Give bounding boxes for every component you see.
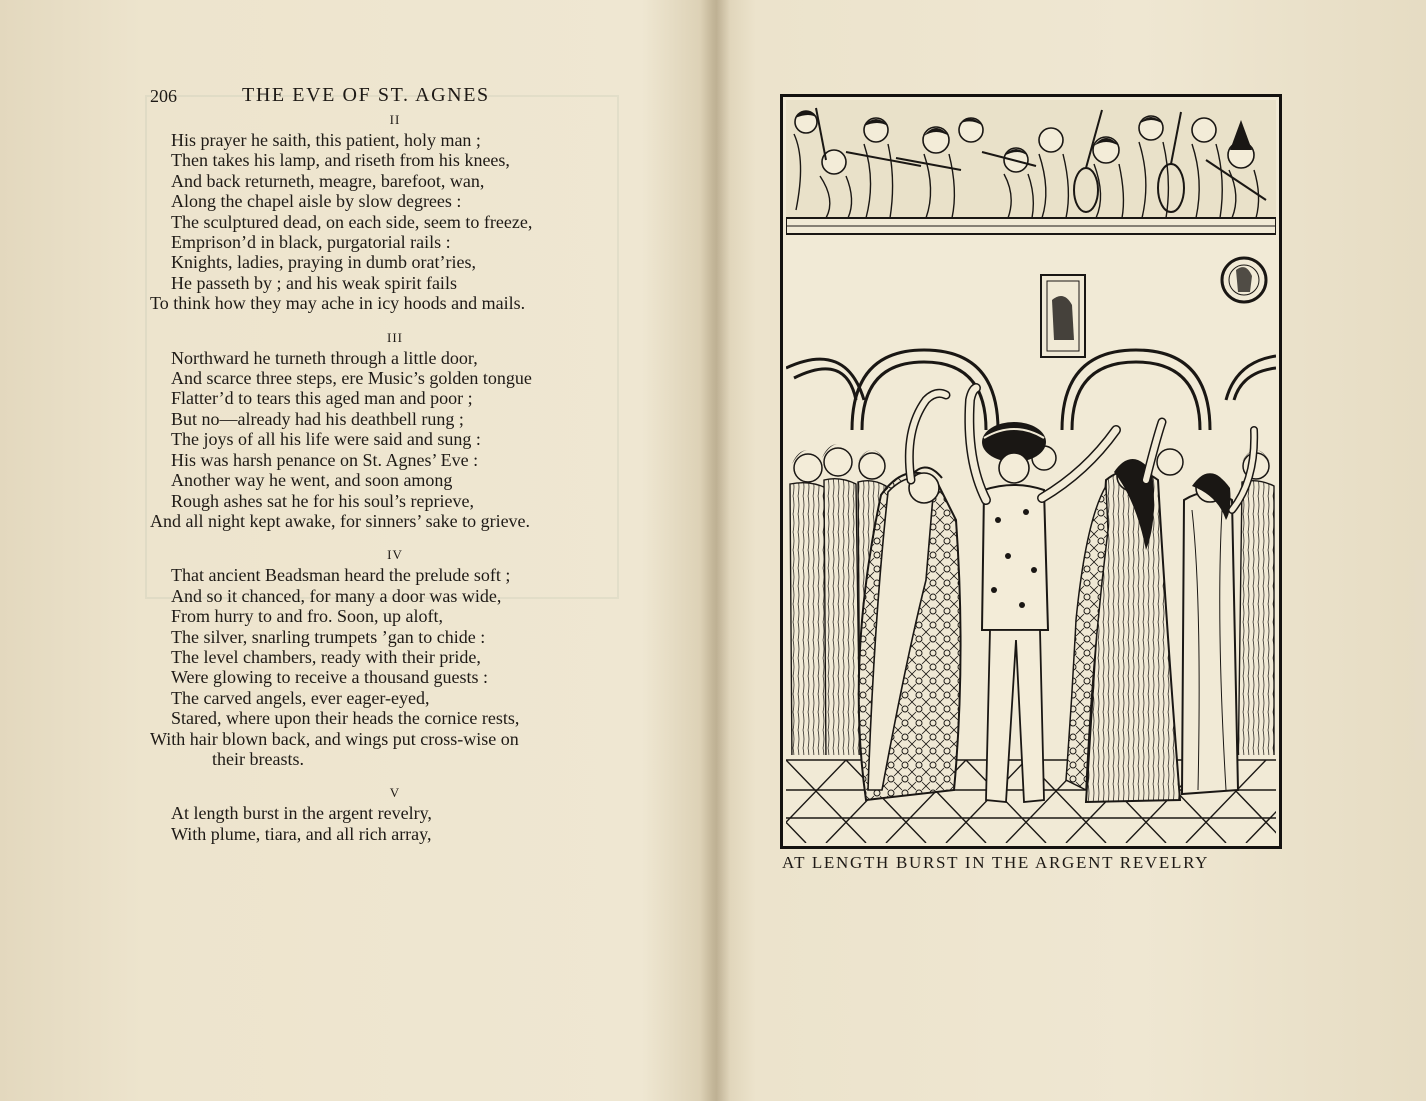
- revelry-dance-illustration: [786, 100, 1276, 843]
- illustration-plate: [780, 94, 1282, 849]
- verse-line: The carved angels, ever eager-eyed,: [171, 687, 430, 708]
- verse-line: The joys of all his life were said and sung :: [171, 429, 481, 450]
- stanza-number: IV: [387, 547, 403, 563]
- arcade-arches: [786, 350, 1276, 430]
- verse-line: Emprison’d in black, purgatorial rails :: [171, 232, 451, 253]
- verse-line: He passeth by ; and his weak spirit fails: [171, 272, 457, 293]
- verse-line: Flatter’d to tears this aged man and poor ;: [171, 388, 473, 409]
- verse-line-turnover: their breasts.: [212, 748, 304, 769]
- running-head: [150, 80, 630, 110]
- verse-line: That ancient Beadsman heard the prelude soft ;: [171, 565, 511, 586]
- verse-line: At length burst in the argent revelry,: [171, 803, 432, 824]
- running-title: THE EVE OF ST. AGNES: [242, 84, 490, 106]
- verse-line: Then takes his lamp, and riseth from his knees,: [171, 150, 510, 171]
- verse-line: The sculptured dead, on each side, seem to freeze,: [171, 211, 533, 232]
- page-edge: [1406, 560, 1426, 760]
- verse-line: Were glowing to receive a thousand guests :: [171, 667, 488, 688]
- stanza-v: [150, 783, 630, 844]
- verse-line: The level chambers, ready with their pride,: [171, 646, 481, 667]
- verse-line-alexandrine: To think how they may ache in icy hoods and mails.: [150, 293, 526, 314]
- verse-line: And scarce three steps, ere Music’s golden tongue: [171, 368, 532, 389]
- verse-line: With plume, tiara, and all rich array,: [171, 823, 432, 844]
- page-number: 206: [150, 86, 177, 106]
- stanza-number: III: [387, 329, 403, 345]
- verse-line: Another way he went, and soon among: [171, 470, 453, 491]
- stanza-iv: [150, 545, 630, 769]
- verse-line: Stared, where upon their heads the cornice rests,: [171, 708, 520, 729]
- illustration-caption: AT LENGTH BURST IN THE ARGENT REVELRY: [782, 853, 1210, 872]
- verse-line: His was harsh penance on St. Agnes’ Eve :: [171, 449, 479, 470]
- verse-line: His prayer he saith, this patient, holy man ;: [171, 130, 481, 150]
- stanza-number: V: [389, 785, 401, 801]
- verse-line: But no—already had his deathbell rung ;: [171, 408, 464, 429]
- dancers: [859, 388, 1254, 802]
- verse-line: Knights, ladies, praying in dumb orat’ries,: [171, 252, 476, 273]
- verse-line: From hurry to and fro. Soon, up aloft,: [171, 606, 443, 627]
- verse-line: Northward he turneth through a little door,: [171, 347, 478, 368]
- musicians-gallery: [786, 100, 1276, 234]
- left-page: [150, 80, 630, 858]
- stanza-iii: [150, 328, 630, 532]
- verse-line: And back returneth, meagre, barefoot, wan,: [171, 170, 485, 191]
- stanza-ii: [150, 110, 630, 314]
- verse-line-alexandrine: And all night kept awake, for sinners’ sake to grieve.: [150, 510, 531, 531]
- verse-line: Rough ashes sat he for his soul’s reprieve,: [171, 490, 474, 511]
- verse-line: Along the chapel aisle by slow degrees :: [171, 191, 462, 212]
- verse-line-alexandrine: With hair blown back, and wings put cross-wise on: [150, 728, 519, 749]
- verse-line: The silver, snarling trumpets ’gan to chide :: [171, 626, 486, 647]
- wall-decor: [1041, 258, 1266, 357]
- stanza-number: II: [389, 112, 401, 127]
- book-gutter: [700, 0, 730, 1101]
- verse-line: And so it chanced, for many a door was wide,: [171, 585, 502, 606]
